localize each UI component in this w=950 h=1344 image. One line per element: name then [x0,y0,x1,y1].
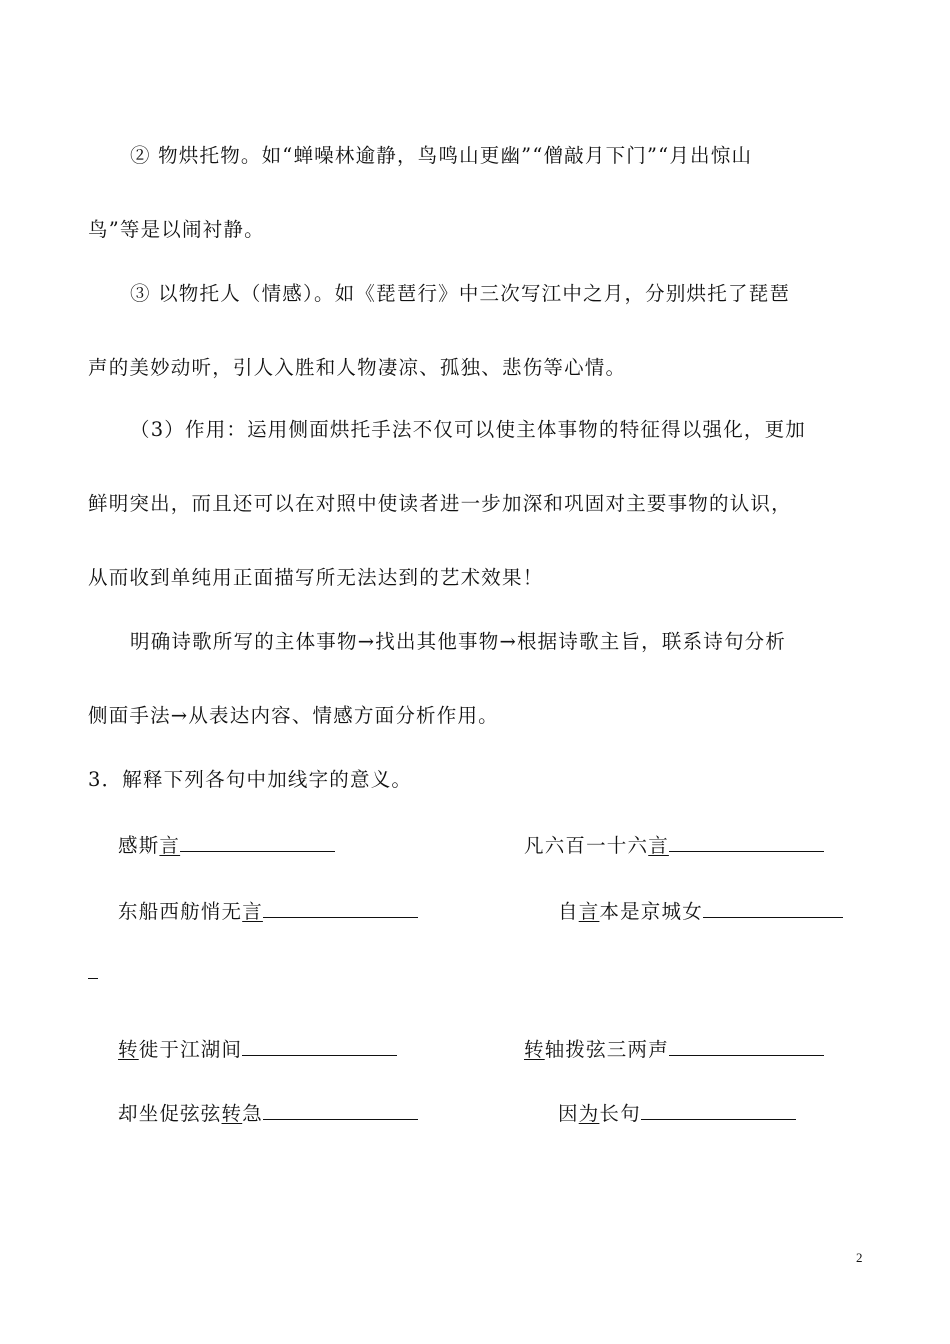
underlined-char: 转 [221,1102,243,1125]
paragraph-line: 从而收到单纯用正面描写所无法达到的艺术效果！ [88,566,544,589]
item-text: 感斯 [118,834,160,857]
question-item [558,1098,796,1126]
item-text: 轴拨弦三两声 [544,1038,669,1061]
question-item [524,830,824,858]
underlined-char: 转 [118,1038,139,1061]
item-text: 自 [558,900,579,923]
paragraph-line: 声的美妙动听，引人入胜和人物凄凉、孤独、悲伤等心情。 [88,356,627,379]
paragraph-line: 鸟”等是以闹衬静。 [88,218,265,241]
underlined-char: 言 [648,834,669,857]
item-text: 却坐促弦弦 [118,1102,222,1125]
answer-blank[interactable] [263,1102,418,1120]
answer-blank[interactable] [703,900,843,918]
item-text: 徙于江湖间 [138,1038,243,1061]
paragraph-line: 侧面手法→从表达内容、情感方面分析作用。 [88,704,499,727]
question-item [558,896,843,924]
answer-blank[interactable] [263,900,418,918]
item-text: 本是京城女 [599,900,703,923]
page-number: 2 [856,1250,863,1265]
item-text: 东船西舫悄无 [118,900,243,923]
paragraph-line: 鲜明突出，而且还可以在对照中使读者进一步加深和巩固对主要事物的认识， [88,492,792,515]
item-text: 因 [558,1102,579,1125]
question-item [118,896,418,924]
paragraph-line: ③ 以物托人（情感）。如《琵琶行》中三次写江中之月，分别烘托了琵琶 [130,282,791,305]
answer-blank[interactable] [242,1038,397,1056]
underlined-char: 言 [242,900,263,923]
answer-blank[interactable] [669,834,824,852]
answer-blank[interactable] [669,1038,824,1056]
paragraph-line: （3）作用：运用侧面烘托手法不仅可以使主体事物的特征得以强化，更加 [130,418,807,441]
answer-blank[interactable] [641,1102,796,1120]
paragraph-line: 明确诗歌所写的主体事物→找出其他事物→根据诗歌主旨，联系诗句分析 [130,630,787,653]
question-item [524,1034,824,1062]
item-text: 长句 [599,1102,641,1125]
question-item [118,1034,397,1062]
paragraph-line: ② 物烘托物。如“蝉噪林逾静，鸟鸣山更幽”“僧敲月下门”“月出惊山 [130,144,753,167]
item-text: 凡六百一十六 [524,834,649,857]
question-item [118,830,335,858]
item-text: 急 [242,1102,263,1125]
question-title: 3．解释下列各句中加线字的意义。 [88,768,413,791]
question-item [118,1098,418,1126]
answer-blank[interactable] [180,834,335,852]
stray-underline [88,978,98,979]
underlined-char: 为 [578,1102,600,1125]
underlined-char: 言 [578,900,600,923]
underlined-char: 言 [159,834,181,857]
underlined-char: 转 [524,1038,545,1061]
